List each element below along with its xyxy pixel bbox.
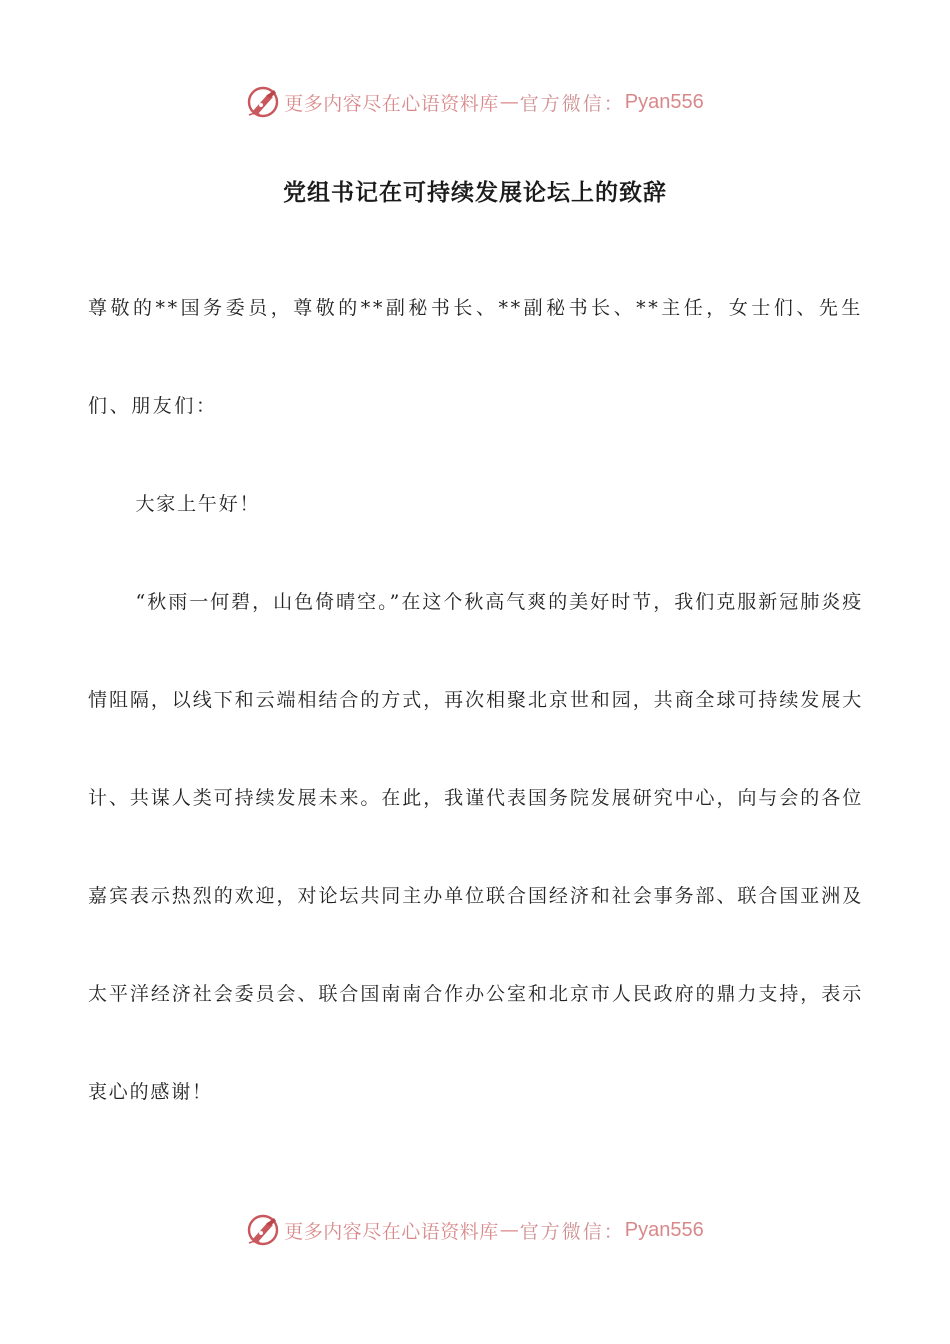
pen-nib-logo-icon [246,1213,280,1247]
footer-banner [0,1210,950,1250]
salutation-paragraph: 尊敬的**国务委员，尊敬的**副秘书长、**副秘书长、**主任，女士们、先生们、朋友们： [88,297,863,417]
pen-nib-logo-icon [246,85,280,119]
banner-wechat-label: 官方微信： [519,92,625,115]
document-title: 党组书记在可持续发展论坛上的致辞 [283,180,667,206]
banner-brand-text: 更多内容尽在心语资料库 [284,1220,499,1243]
banner-brand-text: 更多内容尽在心语资料库 [284,92,499,115]
banner-wechat-id: Pyan556 [624,1218,704,1241]
welcome-paragraph: “秋雨一何碧，山色倚晴空。”在这个秋高气爽的美好时节，我们克服新冠肺炎疫情阻隔，以线下和云端相结合的方式，再次相聚北京世和园，共商全球可持续发展大计、共谋人类可持续发展未来。在此，我谨代表国务院发展研究中心，向与会的各位嘉宾表示热烈的欢迎，对论坛共同主办单位联合国经济和社会事务部、联合国亚洲及太平洋经济社会委员会、联合国南南合作办公室和北京市人民政府的鼎力支持，表示衷心的感谢！ [88,591,863,1103]
banner-wechat-label: 官方微信： [519,1220,625,1243]
greeting-paragraph: 大家上午好！ [135,493,261,515]
header-banner [0,82,950,122]
document-body [88,259,863,1141]
banner-dash: — [499,91,519,113]
banner-dash: — [499,1219,519,1241]
banner-wechat-id: Pyan556 [624,90,704,113]
